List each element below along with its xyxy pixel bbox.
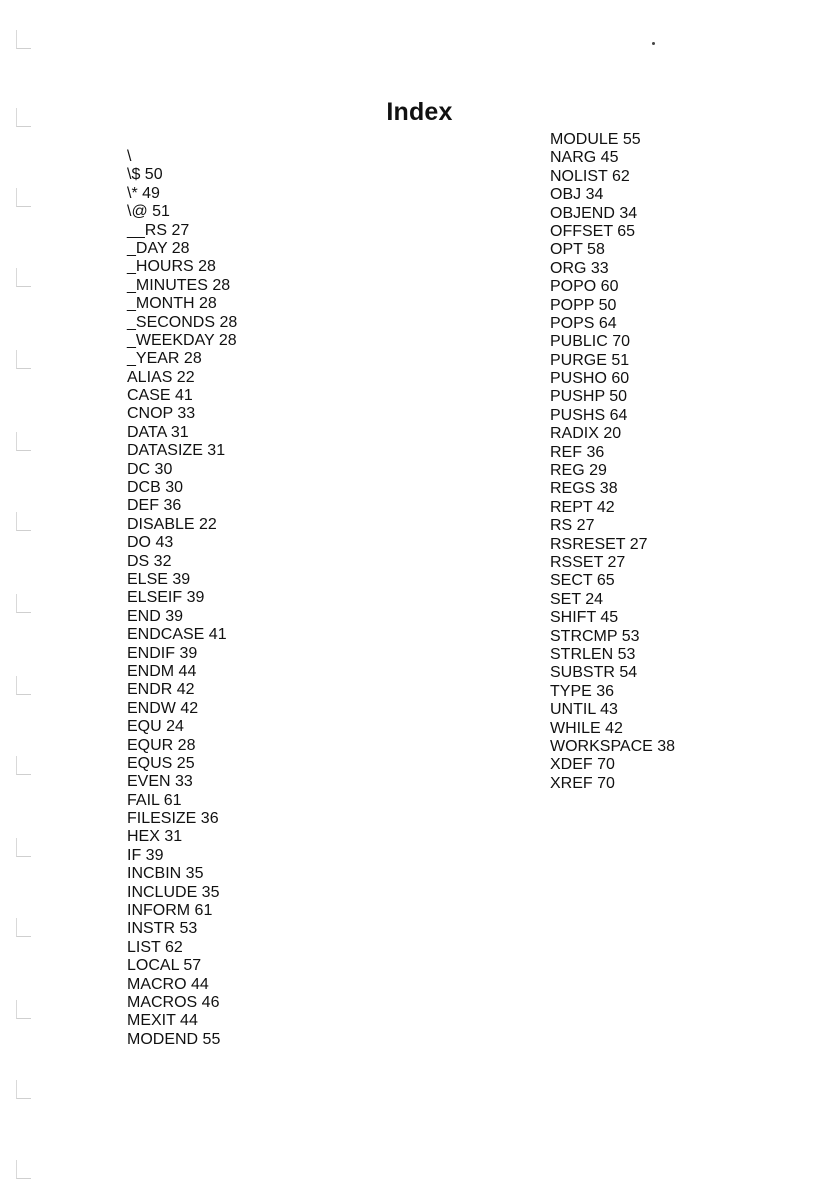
index-entry: ENDW 42 <box>127 699 199 717</box>
index-entry: LOCAL 57 <box>127 957 202 975</box>
index-entry: REGS 38 <box>550 480 618 498</box>
index-entry: _SECONDS 28 <box>127 313 238 331</box>
index-entry: DS 32 <box>127 552 172 570</box>
index-entry: DISABLE 22 <box>127 515 217 533</box>
index-entry: ENDIF 39 <box>127 644 198 662</box>
binder-mark <box>16 1000 31 1019</box>
index-entry: INCLUDE 35 <box>127 883 220 901</box>
index-entry: IF 39 <box>127 846 164 864</box>
page-title: Index <box>386 98 453 126</box>
index-entry: CNOP 33 <box>127 405 196 423</box>
index-entry: MACROS 46 <box>127 993 220 1011</box>
index-entry: MODULE 55 <box>550 131 641 148</box>
index-entry: SECT 65 <box>550 572 615 590</box>
index-entry: INFORM 61 <box>127 902 213 920</box>
index-entry: MACRO 44 <box>127 975 209 993</box>
index-entry: DATASIZE 31 <box>127 442 226 460</box>
index-entry: HEX 31 <box>127 828 183 846</box>
index-entry: DCB 30 <box>127 479 184 497</box>
index-entry: _YEAR 28 <box>127 350 202 368</box>
index-entry: \@ 51 <box>127 203 170 221</box>
index-entry: OBJEND 34 <box>550 204 638 222</box>
index-entry: EQU 24 <box>127 718 184 736</box>
index-entry: ALIAS 22 <box>127 368 195 386</box>
index-entry: INSTR 53 <box>127 920 198 938</box>
binder-mark <box>16 350 31 369</box>
index-entry: PUSHO 60 <box>550 370 630 388</box>
index-entry: REPT 42 <box>550 498 615 516</box>
index-entry: DO 43 <box>127 534 174 552</box>
index-entry: ENDM 44 <box>127 662 197 680</box>
index-entry: RSRESET 27 <box>550 535 648 553</box>
binder-mark <box>16 30 31 49</box>
binder-mark <box>16 676 31 695</box>
index-entry: PUSHS 64 <box>550 406 628 424</box>
index-entry: _WEEKDAY 28 <box>127 331 237 349</box>
index-entry: WHILE 42 <box>550 719 623 737</box>
index-entry: RADIX 20 <box>550 425 622 443</box>
index-entry: EVEN 33 <box>127 773 193 791</box>
index-entry: _DAY 28 <box>127 239 190 257</box>
index-entry: RS 27 <box>550 517 595 535</box>
index-entry: LIST 62 <box>127 938 183 956</box>
binder-mark <box>16 838 31 857</box>
binder-mark <box>16 918 31 937</box>
index-entry: SET 24 <box>550 590 604 608</box>
index-entry: POPP 50 <box>550 296 617 314</box>
index-entry: DEF 36 <box>127 497 182 515</box>
index-entry: EQUR 28 <box>127 736 196 754</box>
index-entry: ENDR 42 <box>127 681 195 699</box>
index-entry: OPT 58 <box>550 241 605 259</box>
binder-mark <box>16 756 31 775</box>
index-entry: DATA 31 <box>127 423 189 441</box>
index-entry: _MONTH 28 <box>127 295 217 313</box>
index-entry: END 39 <box>127 607 184 625</box>
index-column-right <box>550 131 675 793</box>
index-entry: DC 30 <box>127 460 173 478</box>
binder-mark <box>16 188 31 207</box>
index-entry: STRLEN 53 <box>550 645 636 663</box>
index-entry: CASE 41 <box>127 387 193 405</box>
index-entry: MEXIT 44 <box>127 1012 198 1030</box>
index-entry: XREF 70 <box>550 774 615 792</box>
index-entry: _MINUTES 28 <box>127 276 231 294</box>
index-entry: FAIL 61 <box>127 791 182 809</box>
index-entry: SUBSTR 54 <box>550 664 638 682</box>
binder-mark <box>16 1080 31 1099</box>
index-entry: NARG 45 <box>550 149 619 167</box>
index-entry: OBJ 34 <box>550 186 604 204</box>
index-entry: WORKSPACE 38 <box>550 737 676 755</box>
index-entry: \$ 50 <box>127 166 163 184</box>
index-entry: \ <box>127 148 132 165</box>
index-entry: PUSHP 50 <box>550 388 628 406</box>
index-entry: OFFSET 65 <box>550 222 636 240</box>
index-entry: ENDCASE 41 <box>127 626 227 644</box>
binder-mark <box>16 512 31 531</box>
index-entry: EQUS 25 <box>127 754 195 772</box>
index-entry: REG 29 <box>550 462 607 480</box>
index-entry: SHIFT 45 <box>550 609 619 627</box>
index-entry: PUBLIC 70 <box>550 333 631 351</box>
index-entry: ELSE 39 <box>127 570 191 588</box>
index-entry: \* 49 <box>127 184 160 202</box>
index-entry: MODEND 55 <box>127 1030 221 1048</box>
index-entry: ORG 33 <box>550 259 609 277</box>
index-entry: STRCMP 53 <box>550 627 640 645</box>
index-entry: REF 36 <box>550 443 605 461</box>
index-entry: PURGE 51 <box>550 351 630 369</box>
index-entry: TYPE 36 <box>550 682 615 700</box>
index-entry: RSSET 27 <box>550 553 626 571</box>
index-entry: POPS 64 <box>550 314 617 332</box>
index-column-left <box>127 148 237 1049</box>
index-entry: XDEF 70 <box>550 756 615 774</box>
binder-mark <box>16 268 31 287</box>
binder-mark <box>16 432 31 451</box>
paper-speck <box>652 42 655 45</box>
index-entry: ELSEIF 39 <box>127 589 205 607</box>
binder-mark <box>16 594 31 613</box>
binder-hole-marks <box>0 0 40 1190</box>
binder-mark <box>16 1160 31 1179</box>
index-entry: NOLIST 62 <box>550 167 630 185</box>
index-entry: UNTIL 43 <box>550 701 618 719</box>
index-entry: __RS 27 <box>127 221 190 239</box>
index-entry: FILESIZE 36 <box>127 810 219 828</box>
index-entry: INCBIN 35 <box>127 865 204 883</box>
index-entry: POPO 60 <box>550 278 619 296</box>
index-entry: _HOURS 28 <box>127 258 216 276</box>
